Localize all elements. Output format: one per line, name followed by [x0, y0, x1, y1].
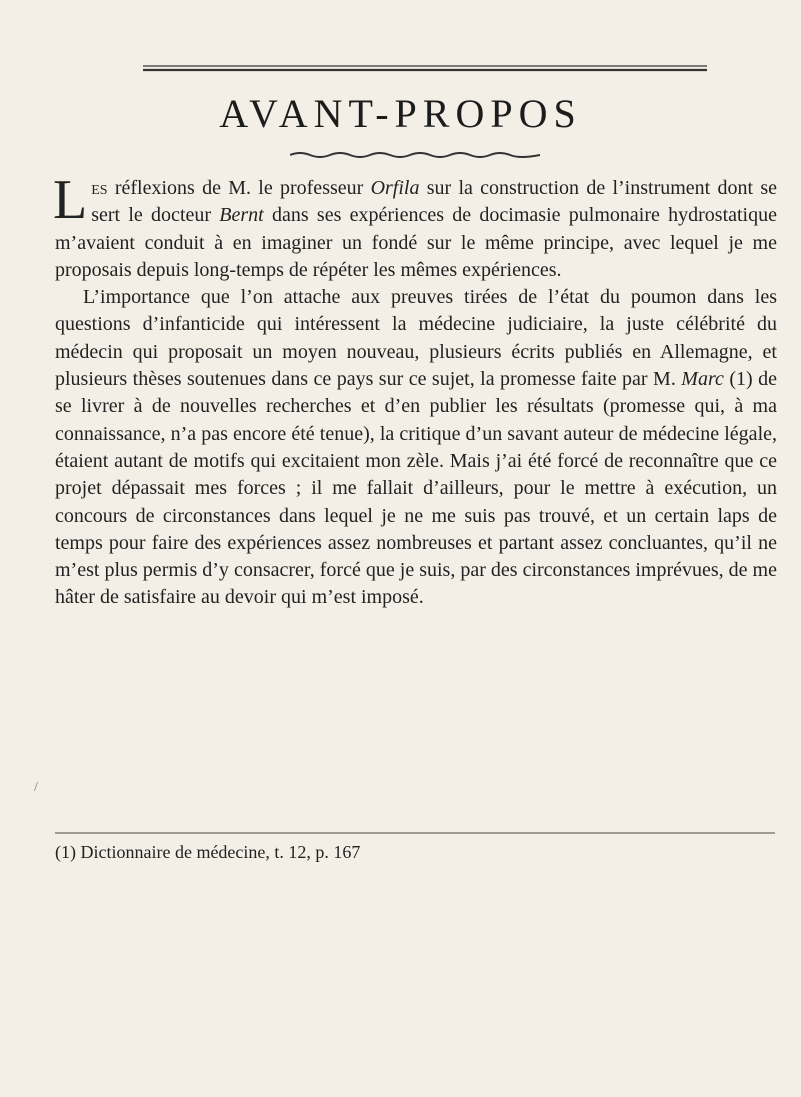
paragraph	[55, 284, 777, 612]
footnote: (1) Dictionnaire de médecine, t. 12, p. 167	[55, 842, 361, 862]
text-run: sur la construction de l’instrument dont se sert le docteur	[91, 177, 777, 227]
italic-name: Bernt	[219, 204, 264, 227]
italic-name: Marc	[681, 368, 724, 391]
small-caps-text: es	[91, 177, 108, 199]
page-title: AVANT-PROPOS	[219, 91, 582, 136]
top-ornamental-rule	[143, 64, 707, 72]
italic-name: Orfila	[370, 177, 420, 199]
paragraph	[53, 169, 777, 284]
title-flourish	[290, 150, 540, 160]
text-run: L’importance que l’on attache aux preuves tirées de l’état du poumon dans les questions d’infanticide qui intéressent la médecine judiciaire, la juste célébrité du médecin qui proposait un moyen nouveau, plusieurs écrits publiés en Allemagne, et plusieurs thèses soutenues dans ce pays sur ce sujet, la promesse faite par M.	[55, 286, 777, 391]
text-run: réflexions de M. le professeur	[107, 177, 371, 199]
body-text	[53, 169, 777, 612]
footnote-rule	[55, 830, 775, 836]
text-run: (1) de se livrer à de nouvelles recherches et d’en publier les résultats (promesse qui, à ma connaissance, n’a pas encore été tenue), la critique d’un savant auteur de médecine légale, étaient autant de motifs qui excitaient mon zèle. Mais j’ai été forcé de reconnaître que ce projet dépassait mes forces ; il me fallait d’ailleurs, pour le mettre à exécution, un concours de circonstances dans lequel je ne me suis pas trouvé, et un certain laps de temps pour faire des expériences assez nombreuses et partant assez concluantes, qu’il ne m’est plus permis d’y consacrer, forcé que je suis, par des circonstances imprévues, de me hâter de satisfaire au devoir qui m’est imposé.	[55, 368, 777, 609]
text-run: dans ses expériences de docimasie pulmonaire hydrostatique m’avaient conduit à en imaginer un fondé sur le même principe, avec lequel je me proposais depuis long-temps de répéter les mêmes expériences.	[55, 204, 777, 281]
margin-mark: /	[34, 780, 38, 795]
drop-cap: L	[53, 169, 88, 231]
